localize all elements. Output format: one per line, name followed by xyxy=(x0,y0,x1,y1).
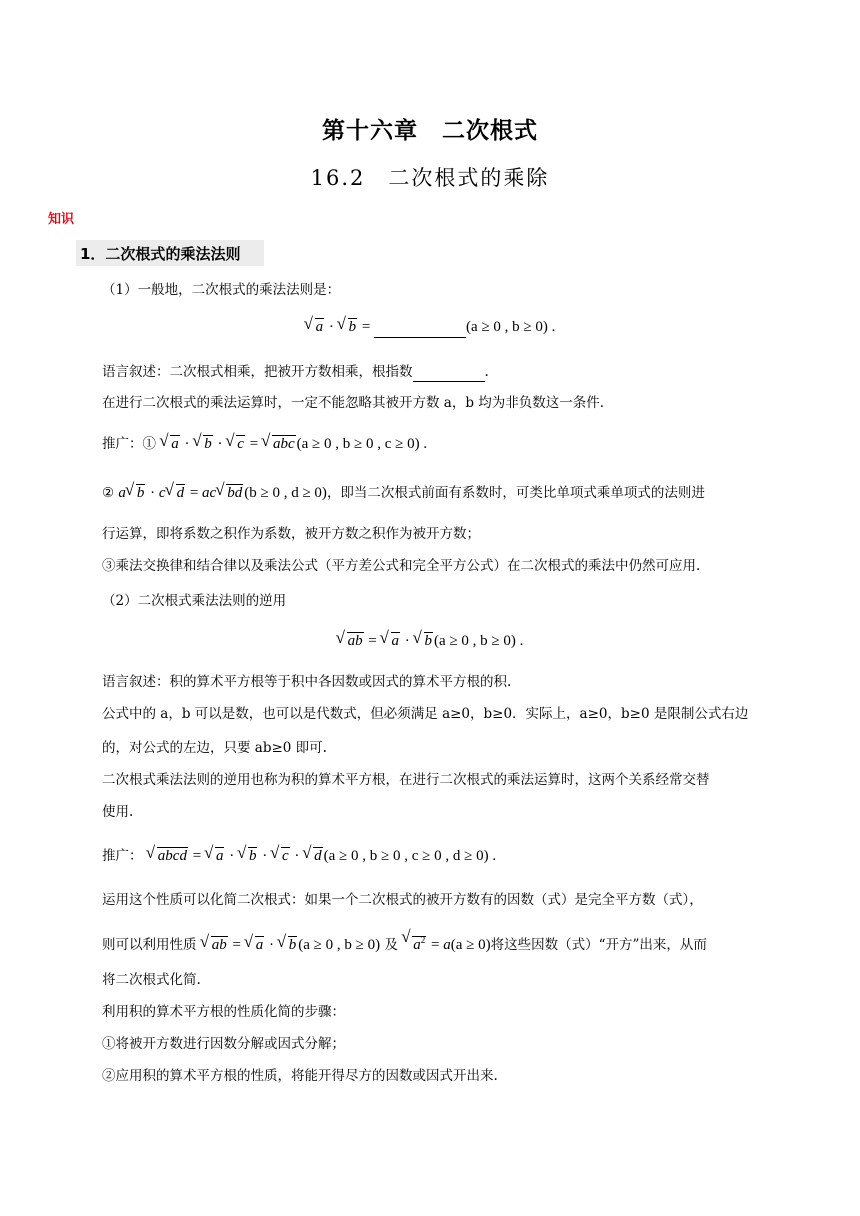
section-title: 16.2 二次根式的乘除 xyxy=(310,166,550,190)
paragraph: 使用. xyxy=(102,804,134,820)
paragraph-generalization-1: 推广：① √ a · √ b · √ c = √ abc (a ≥ 0 , b ≥ 0 , c ≥ 0) . xyxy=(102,434,427,454)
knowledge-tag: 知识 xyxy=(48,212,75,227)
paragraph: ①将被开方数进行因数分解或因式分解； xyxy=(102,1036,345,1052)
paragraph: 将二次根式化简. xyxy=(102,972,201,988)
paragraph: 运用这个性质可以化简二次根式：如果一个二次根式的被开方数有的因数（式）是完全平方数（式）， xyxy=(102,892,703,908)
paragraph: 语言叙述：二次根式相乘，把被开方数相乘，根指数 . xyxy=(102,364,489,380)
paragraph: 利用积的算术平方根的性质化简的步骤： xyxy=(102,1004,345,1020)
paragraph: 在进行二次根式的乘法运算时，一定不能忽略其被开方数 a，b 均为非负数这一条件. xyxy=(102,395,605,411)
paragraph-generalization-3: 推广： √ abcd = √ a · √ b · √ c · √ d (a ≥ 0 , b ≥ 0 , c ≥ 0 , d ≥ 0) . xyxy=(102,846,496,866)
paragraph: 二次根式乘法法则的逆用也称为积的算术平方根，在进行二次根式的乘法运算时，这两个关系经常交替 xyxy=(102,772,710,788)
paragraph: 的，对公式的左边，只要 ab≥0 即可. xyxy=(102,740,327,756)
paragraph: （2）二次根式乘法法则的逆用 xyxy=(102,593,287,609)
chapter-title: 第十六章 二次根式 xyxy=(322,118,538,144)
paragraph: （1）一般地，二次根式的乘法法则是： xyxy=(102,282,341,298)
paragraph-property: 则可以利用性质 √ ab = √ a · √ b (a ≥ 0 , b ≥ 0) 及 √ $a^2 = a(a \ge 0)$将这些因数（式）“开方”出来，从而 xyxy=(102,930,707,955)
section-heading: 1．二次根式的乘法法则 xyxy=(80,245,241,263)
paragraph: 公式中的 a，b 可以是数，也可以是代数式，但必须满足 a≥0，b≥0．实际上，a≥0，b≥0 是限制公式右边 xyxy=(102,706,749,722)
paragraph: 语言叙述：积的算术平方根等于积中各因数或因式的算术平方根的积. xyxy=(102,674,512,690)
paragraph: 行运算，即将系数之积作为系数，被开方数之积作为被开方数； xyxy=(102,526,480,542)
paragraph: ②应用积的算术平方根的性质，将能开得尽方的因数或因式开出来. xyxy=(102,1068,498,1084)
paragraph: ③乘法交换律和结合律以及乘法公式（平方差公式和完全平方公式）在二次根式的乘法中仍然可应用. xyxy=(102,558,701,574)
paragraph-generalization-2: ② a√ b · c√ d = ac√ bd (b ≥ 0 , d ≥ 0)，即当二次根式前面有系数时，可类比单项式乘单项式的法则进 xyxy=(102,483,705,503)
formula-product-rule: √ a · √ b = (a ≥ 0 , b ≥ 0) . xyxy=(0,316,860,338)
formula-reverse-rule: √ ab = √ a · √ b (a ≥ 0 , b ≥ 0) . xyxy=(0,630,860,652)
